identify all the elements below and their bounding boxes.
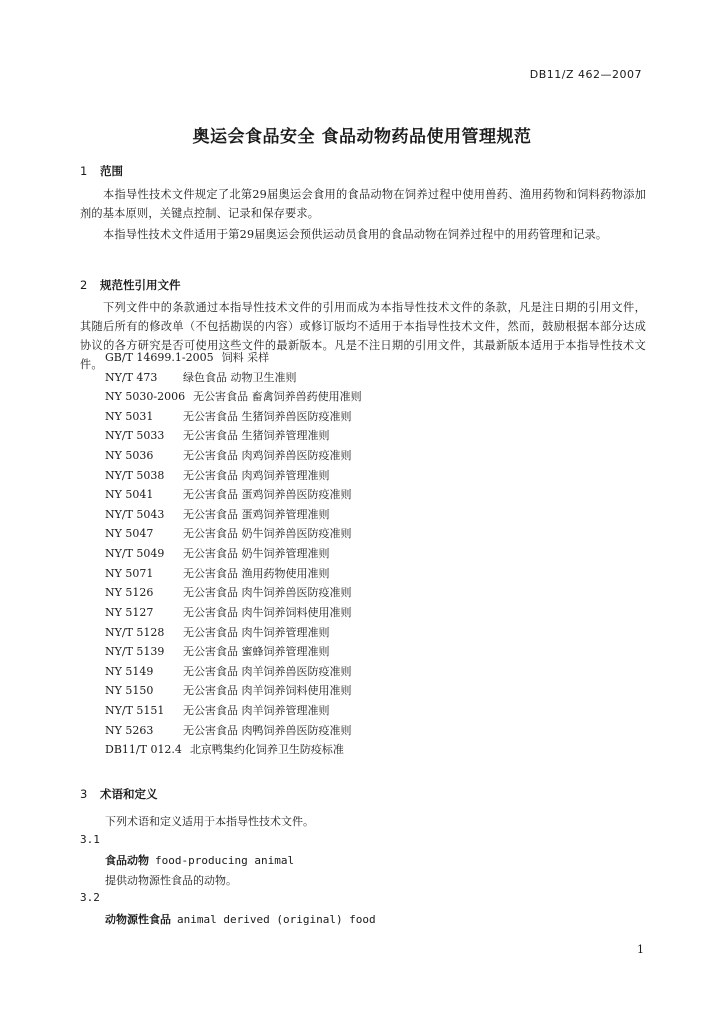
section-title: 范围 (100, 164, 123, 178)
term-chinese: 动物源性食品 (105, 913, 171, 926)
reference-title: 北京鸭集约化饲养卫生防疫标准 (189, 743, 344, 757)
section-2-heading (80, 277, 181, 293)
reference-code: NY 5030-2006 (105, 390, 186, 404)
reference-code: NY/T 473 (105, 370, 158, 384)
page-number: 1 (637, 943, 644, 956)
reference-item (105, 544, 362, 564)
reference-item (105, 426, 362, 446)
term-english: food-producing animal (155, 854, 295, 867)
document-title: 奥运会食品安全 食品动物药品使用管理规范 (192, 127, 532, 147)
section-number: 1 (80, 164, 88, 178)
reference-title: 无公害食品 渔用药物使用准则 (183, 566, 330, 580)
reference-item (105, 564, 362, 584)
reference-code: NY 5036 (105, 449, 154, 463)
reference-title: 无公害食品 畜禽饲养兽药使用准则 (193, 390, 362, 404)
section-1-heading (80, 163, 123, 179)
reference-item (105, 662, 362, 682)
reference-title: 无公害食品 肉羊饲养兽医防疫准则 (183, 664, 352, 678)
reference-title: 无公害食品 肉鸡饲养管理准则 (183, 468, 330, 482)
reference-item (105, 701, 362, 721)
reference-code: NY/T 5033 (105, 429, 165, 443)
reference-item (105, 387, 362, 407)
reference-title: 无公害食品 奶牛饲养管理准则 (183, 547, 330, 561)
reference-item (105, 505, 362, 525)
reference-item (105, 524, 362, 544)
reference-code: NY 5071 (105, 566, 154, 580)
reference-title: 无公害食品 肉羊饲养饲料使用准则 (183, 684, 352, 698)
section-number: 3 (80, 787, 88, 801)
reference-item (105, 740, 362, 760)
reference-item (105, 583, 362, 603)
reference-title: 无公害食品 肉羊饲养管理准则 (183, 703, 330, 717)
reference-title: 无公害食品 生猪饲养管理准则 (183, 429, 330, 443)
reference-code: NY/T 5049 (105, 547, 165, 561)
reference-code: NY 5149 (105, 664, 154, 678)
reference-title: 无公害食品 生猪饲养兽医防疫准则 (183, 409, 352, 423)
reference-item (105, 485, 362, 505)
reference-code: NY 5263 (105, 723, 154, 737)
reference-code: GB/T 14699.1-2005 (105, 351, 214, 364)
term-english: animal derived (original) food (177, 913, 376, 926)
reference-item (105, 623, 362, 643)
reference-code: NY 5127 (105, 605, 154, 619)
reference-code: NY/T 5151 (105, 703, 165, 717)
reference-code: NY 5041 (105, 488, 154, 502)
section-1-paragraph-1: 本指导性技术文件规定了北第29届奥运会食用的食品动物在饲养过程中使用兽药、渔用药物和饲料药物添加剂的基本原则，关键点控制、记录和保存要求。 (80, 188, 646, 220)
reference-title: 无公害食品 蛋鸡饲养兽医防疫准则 (183, 488, 352, 502)
reference-code: NY/T 5043 (105, 507, 165, 521)
reference-code: NY 5031 (105, 409, 154, 423)
section-1-paragraph-2: 本指导性技术文件适用于第29届奥运会预供运动员食用的食品动物在饲养过程中的用药管理和记录。 (103, 228, 608, 241)
reference-item (105, 681, 362, 701)
reference-title: 饲料 采样 (221, 351, 270, 364)
term-3-1-definition: 提供动物源性食品的动物。 (105, 874, 237, 887)
reference-code: NY 5150 (105, 684, 154, 698)
clause-3-1-number: 3.1 (80, 833, 100, 846)
standard-code: DB11/Z 462—2007 (529, 68, 642, 81)
reference-title: 无公害食品 蛋鸡饲养管理准则 (183, 507, 330, 521)
reference-item (105, 603, 362, 623)
reference-item (105, 466, 362, 486)
normative-references-list (105, 348, 362, 760)
term-chinese: 食品动物 (105, 854, 149, 867)
reference-code: NY/T 5038 (105, 468, 165, 482)
term-3-2 (105, 911, 376, 927)
reference-title: 无公害食品 肉牛饲养饲料使用准则 (183, 605, 352, 619)
reference-title: 无公害食品 蜜蜂饲养管理准则 (183, 645, 330, 659)
reference-item (105, 407, 362, 427)
reference-code: NY/T 5139 (105, 645, 165, 659)
section-number: 2 (80, 278, 88, 292)
reference-item (105, 721, 362, 741)
reference-title: 无公害食品 奶牛饲养兽医防疫准则 (183, 527, 352, 541)
section-2-paragraph: 下列文件中的条款通过本指导性技术文件的引用而成为本指导性技术文件的条款，凡是注日期的引用文件，其随后所有的修改单（不包括勘误的内容）或修订版均不适用于本指导性技术文件，然而，鼓励根据本部分达成协议的各方研究是否可使用这些文件的最新版本。凡是不注日期的引用文件，其最新版本适用于本指导性技术文件。 (80, 301, 646, 371)
section-title: 术语和定义 (100, 787, 158, 801)
term-3-1 (105, 852, 294, 868)
section-title: 规范性引用文件 (100, 278, 181, 292)
reference-code: NY 5126 (105, 586, 154, 600)
reference-title: 绿色食品 动物卫生准则 (183, 370, 297, 384)
reference-code: NY 5047 (105, 527, 154, 541)
reference-item (105, 642, 362, 662)
section-3-intro: 下列术语和定义适用于本指导性技术文件。 (105, 815, 314, 828)
reference-title: 无公害食品 肉鸡饲养兽医防疫准则 (183, 449, 352, 463)
clause-3-2-number: 3.2 (80, 891, 100, 904)
reference-item (105, 348, 362, 368)
reference-title: 无公害食品 肉牛饲养管理准则 (183, 625, 330, 639)
reference-title: 无公害食品 肉牛饲养兽医防疫准则 (183, 586, 352, 600)
reference-code: NY/T 5128 (105, 625, 165, 639)
reference-item (105, 368, 362, 388)
section-3-heading (80, 786, 158, 802)
reference-code: DB11/T 012.4 (105, 743, 182, 757)
reference-item (105, 446, 362, 466)
reference-title: 无公害食品 肉鸭饲养兽医防疫准则 (183, 723, 352, 737)
